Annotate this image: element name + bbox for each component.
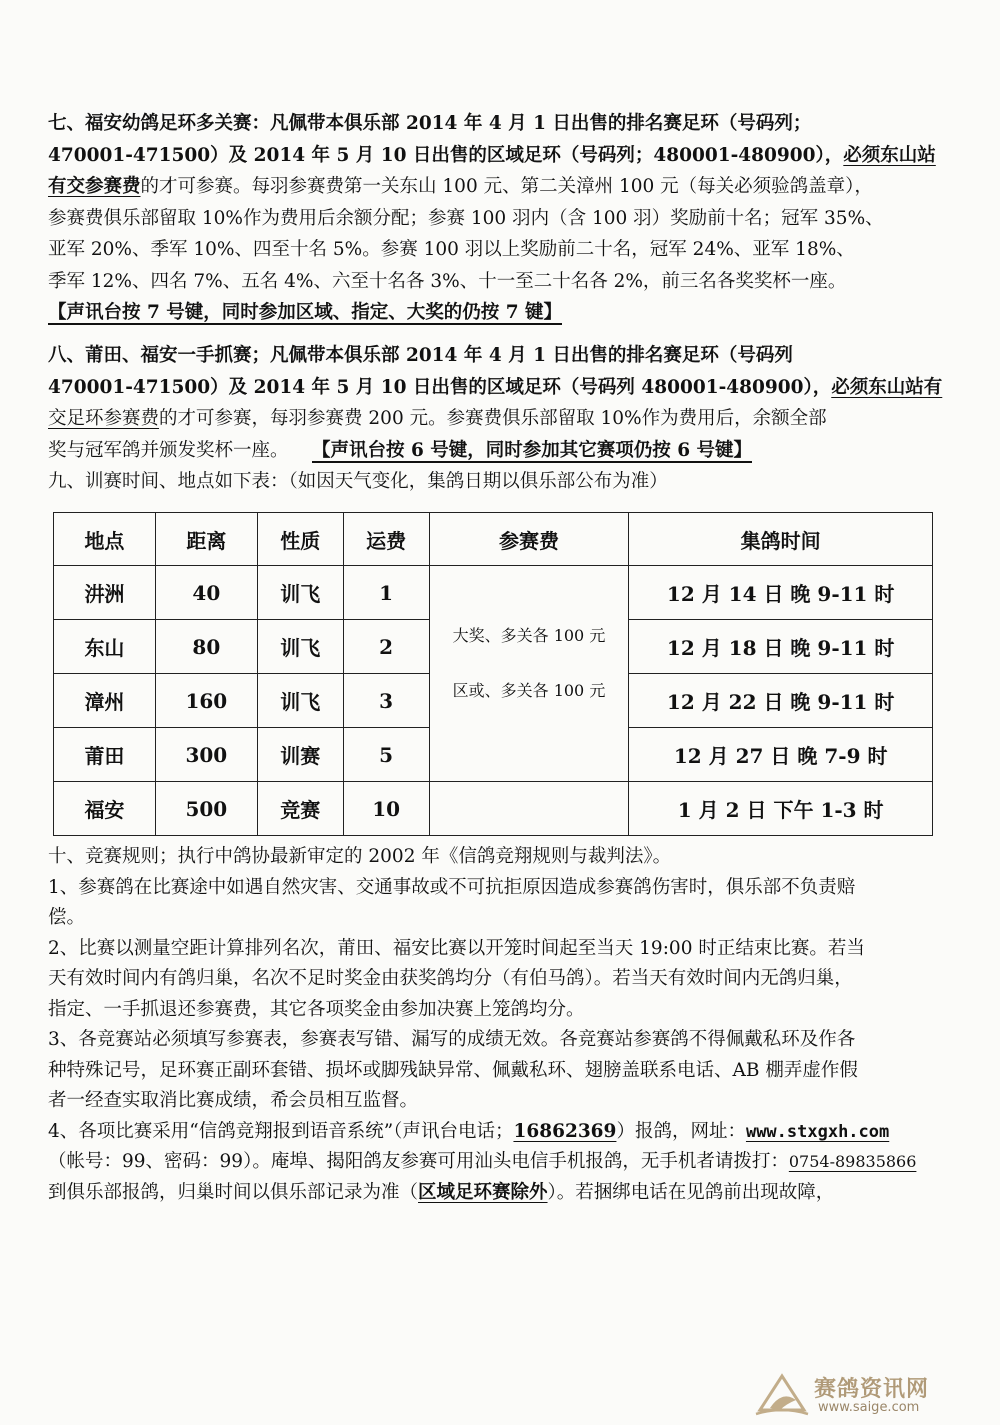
s8-line-3 — [48, 403, 963, 435]
rule-4-f: ）。若捆绑电话在见鸽前出现故障， — [547, 1181, 835, 1203]
cell-fee-empty — [429, 782, 629, 836]
cell-type: 训飞 — [257, 674, 343, 728]
cell-type: 训飞 — [257, 566, 343, 620]
cell-fare: 3 — [343, 674, 429, 728]
phone-number: 0754-89835866 — [788, 1152, 917, 1171]
rule-4-line-3 — [48, 1178, 963, 1209]
s7-line-5: 亚军 20%、季军 10%、四至十名 5%。参赛 100 羽以上奖励前二十名，冠军 24%、亚军 18%、 — [48, 239, 855, 260]
cell-distance: 160 — [155, 674, 257, 728]
rule-4-e: 区域足环赛除外 — [418, 1181, 548, 1203]
rule-4-line-2 — [48, 1147, 963, 1178]
s7-line-6: 季军 12%、四名 7%、五名 4%、六至十名各 3%、十一至二十名各 2%，前三名各奖奖杯一座。 — [48, 270, 847, 292]
rule-4-a: 4、各项比赛采用“信鸽竞翔报到语音系统”（声讯台电话； — [48, 1120, 514, 1142]
fee-note-2: 区或、多关各 100 元 — [452, 681, 606, 700]
header-type: 性质 — [257, 513, 343, 566]
header-place: 地点 — [54, 513, 156, 566]
rules-title: 十、竞赛规则；执行中鸽协最新审定的 2002 年《信鸽竞翔规则与裁判法》。 — [48, 846, 672, 867]
cell-time: 12 月 22 日 晚 9-11 时 — [629, 674, 933, 728]
s8-line-4 — [48, 435, 963, 467]
s7-line-2b: 必须东山站 — [843, 144, 936, 166]
header-time: 集鸽时间 — [629, 513, 933, 566]
s7-line-4: 参赛费俱乐部留取 10%作为费用后余额分配；参赛 100 羽内（含 100 羽）奖励前十名；冠军 35%、 — [48, 207, 884, 229]
s8-line-1: 八、莆田、福安一手抓赛；凡佩带本俱乐部 2014 年 4 月 1 日出售的排名赛足环（号码列 — [48, 345, 793, 366]
rule-2-line-3: 指定、一手抓退还参赛费，其它各项奖金由参加决赛上笼鸽均分。 — [48, 998, 585, 1020]
hotline-number: 16862369 — [513, 1120, 617, 1142]
schedule-table — [53, 512, 933, 836]
table-header-row — [54, 513, 933, 566]
cell-type: 训飞 — [257, 620, 343, 674]
header-fee: 参赛费 — [429, 513, 629, 566]
s7-line-1: 七、福安幼鸽足环多关赛：凡佩带本俱乐部 2014 年 4 月 1 日出售的排名赛足环（号码列； — [48, 113, 812, 134]
cell-distance: 300 — [155, 728, 257, 782]
s7-line-2a: 470001-471500）及 2014 年 5 月 10 日出售的区域足环（号码列；480001-480900）， — [48, 144, 844, 166]
s8-note: 【声讯台按 6 号键，同时参加其它赛项仍按 6 号键】 — [312, 439, 753, 461]
s8-line-2a: 470001-471500）及 2014 年 5 月 10 日出售的区域足环（号码列 480001-480900）， — [48, 376, 832, 398]
rule-4-d: 到俱乐部报鸽，归巢时间以俱乐部记录为准（ — [48, 1181, 419, 1203]
cell-fee-merged — [429, 566, 629, 782]
pigeon-logo-icon — [752, 1370, 812, 1420]
rule-2-line-1: 2、比赛以测量空距计算排列名次，莆田、福安比赛以开笼时间起至当天 19:00 时正结束比赛。若当 — [48, 937, 865, 959]
cell-fare: 2 — [343, 620, 429, 674]
s8-line-2b: 必须东山站有 — [831, 376, 943, 398]
cell-type: 训赛 — [257, 728, 343, 782]
cell-distance: 40 — [155, 566, 257, 620]
s7-line-3b: 的才可参赛。每羽参赛费第一关东山 100 元、第二关漳州 100 元（每关必须验鸽盖章）， — [140, 176, 873, 197]
rule-4-line-1 — [48, 1117, 963, 1148]
rule-1-line-1: 1、参赛鸽在比赛途中如遇自然灾害、交通事故或不可抗拒原因造成参赛鸽伤害时，俱乐部不负责赔 — [48, 876, 856, 898]
cell-distance: 80 — [155, 620, 257, 674]
fee-note-1: 大奖、多关各 100 元 — [452, 626, 606, 645]
cell-fare: 10 — [343, 782, 429, 836]
s7-line-3 — [48, 171, 963, 203]
cell-place: 东山 — [54, 620, 156, 674]
rule-3-line-2: 种特殊记号，足环赛正副环套错、损坏或脚残缺异常、佩戴私环、翅膀盖联系电话、AB 棚弄虚作假 — [48, 1059, 858, 1081]
cell-place: 汫洲 — [54, 566, 156, 620]
s7-note: 【声讯台按 7 号键，同时参加区域、指定、大奖的仍按 7 键】 — [48, 302, 563, 323]
rule-1-line-2: 偿。 — [48, 907, 86, 928]
s8-line-4a: 奖与冠军鸽并颁发奖杯一座。 — [48, 439, 289, 461]
cell-type: 竞赛 — [257, 782, 343, 836]
s7-line-2 — [48, 140, 963, 172]
cell-distance: 500 — [155, 782, 257, 836]
s8-line-3a: 交足环参赛费 — [48, 408, 160, 429]
rule-4-c: （帐号：99、密码：99）。庵埠、揭阳鸽友参赛可用汕头电信手机报鸽，无手机者请拨打： — [48, 1151, 789, 1172]
s8-line-3b: 的才可参赛，每羽参赛费 200 元。参赛费俱乐部留取 10%作为费用后，余额全部 — [159, 408, 827, 429]
cell-fare: 5 — [343, 728, 429, 782]
section-7 — [48, 108, 963, 329]
rule-3-line-3: 者一经查实取消比赛成绩，希会员相互监督。 — [48, 1090, 419, 1111]
s7-line-3a: 有交参赛费 — [48, 176, 141, 197]
cell-place: 福安 — [54, 782, 156, 836]
cell-time: 12 月 27 日 晚 7-9 时 — [629, 728, 933, 782]
rule-3-line-1: 3、各竞赛站必须填写参赛表，参赛表写错、漏写的成绩无效。各竞赛站参赛鸽不得佩戴私环及作各 — [48, 1029, 856, 1050]
site-watermark — [752, 1370, 962, 1420]
section-10-rules — [48, 842, 963, 1208]
s9-line-1: 九、训赛时间、地点如下表：（如因天气变化，集鸽日期以俱乐部公布为准） — [48, 471, 668, 492]
rule-2-line-2: 天有效时间内有鸽归巢，名次不足时奖金由获奖鸽均分（有伯马鸽）。若当天有效时间内无鸽归巢， — [48, 968, 853, 989]
s8-line-2 — [48, 372, 963, 404]
table-row — [54, 566, 933, 620]
watermark-url: www.saige.com — [818, 1400, 920, 1415]
s7-line-7 — [48, 297, 963, 329]
header-fare: 运费 — [343, 513, 429, 566]
rule-4-b: ）报鸽，网址： — [616, 1120, 746, 1142]
cell-place: 莆田 — [54, 728, 156, 782]
watermark-name: 赛鸽资讯网 — [814, 1377, 930, 1402]
header-distance: 距离 — [155, 513, 257, 566]
cell-time: 12 月 14 日 晚 9-11 时 — [629, 566, 933, 620]
cell-time: 1 月 2 日 下午 1-3 时 — [629, 782, 933, 836]
section-8 — [48, 340, 963, 498]
table-row — [54, 782, 933, 836]
cell-time: 12 月 18 日 晚 9-11 时 — [629, 620, 933, 674]
website-url: www.stxgxh.com — [745, 1121, 890, 1142]
cell-fare: 1 — [343, 566, 429, 620]
cell-place: 漳州 — [54, 674, 156, 728]
